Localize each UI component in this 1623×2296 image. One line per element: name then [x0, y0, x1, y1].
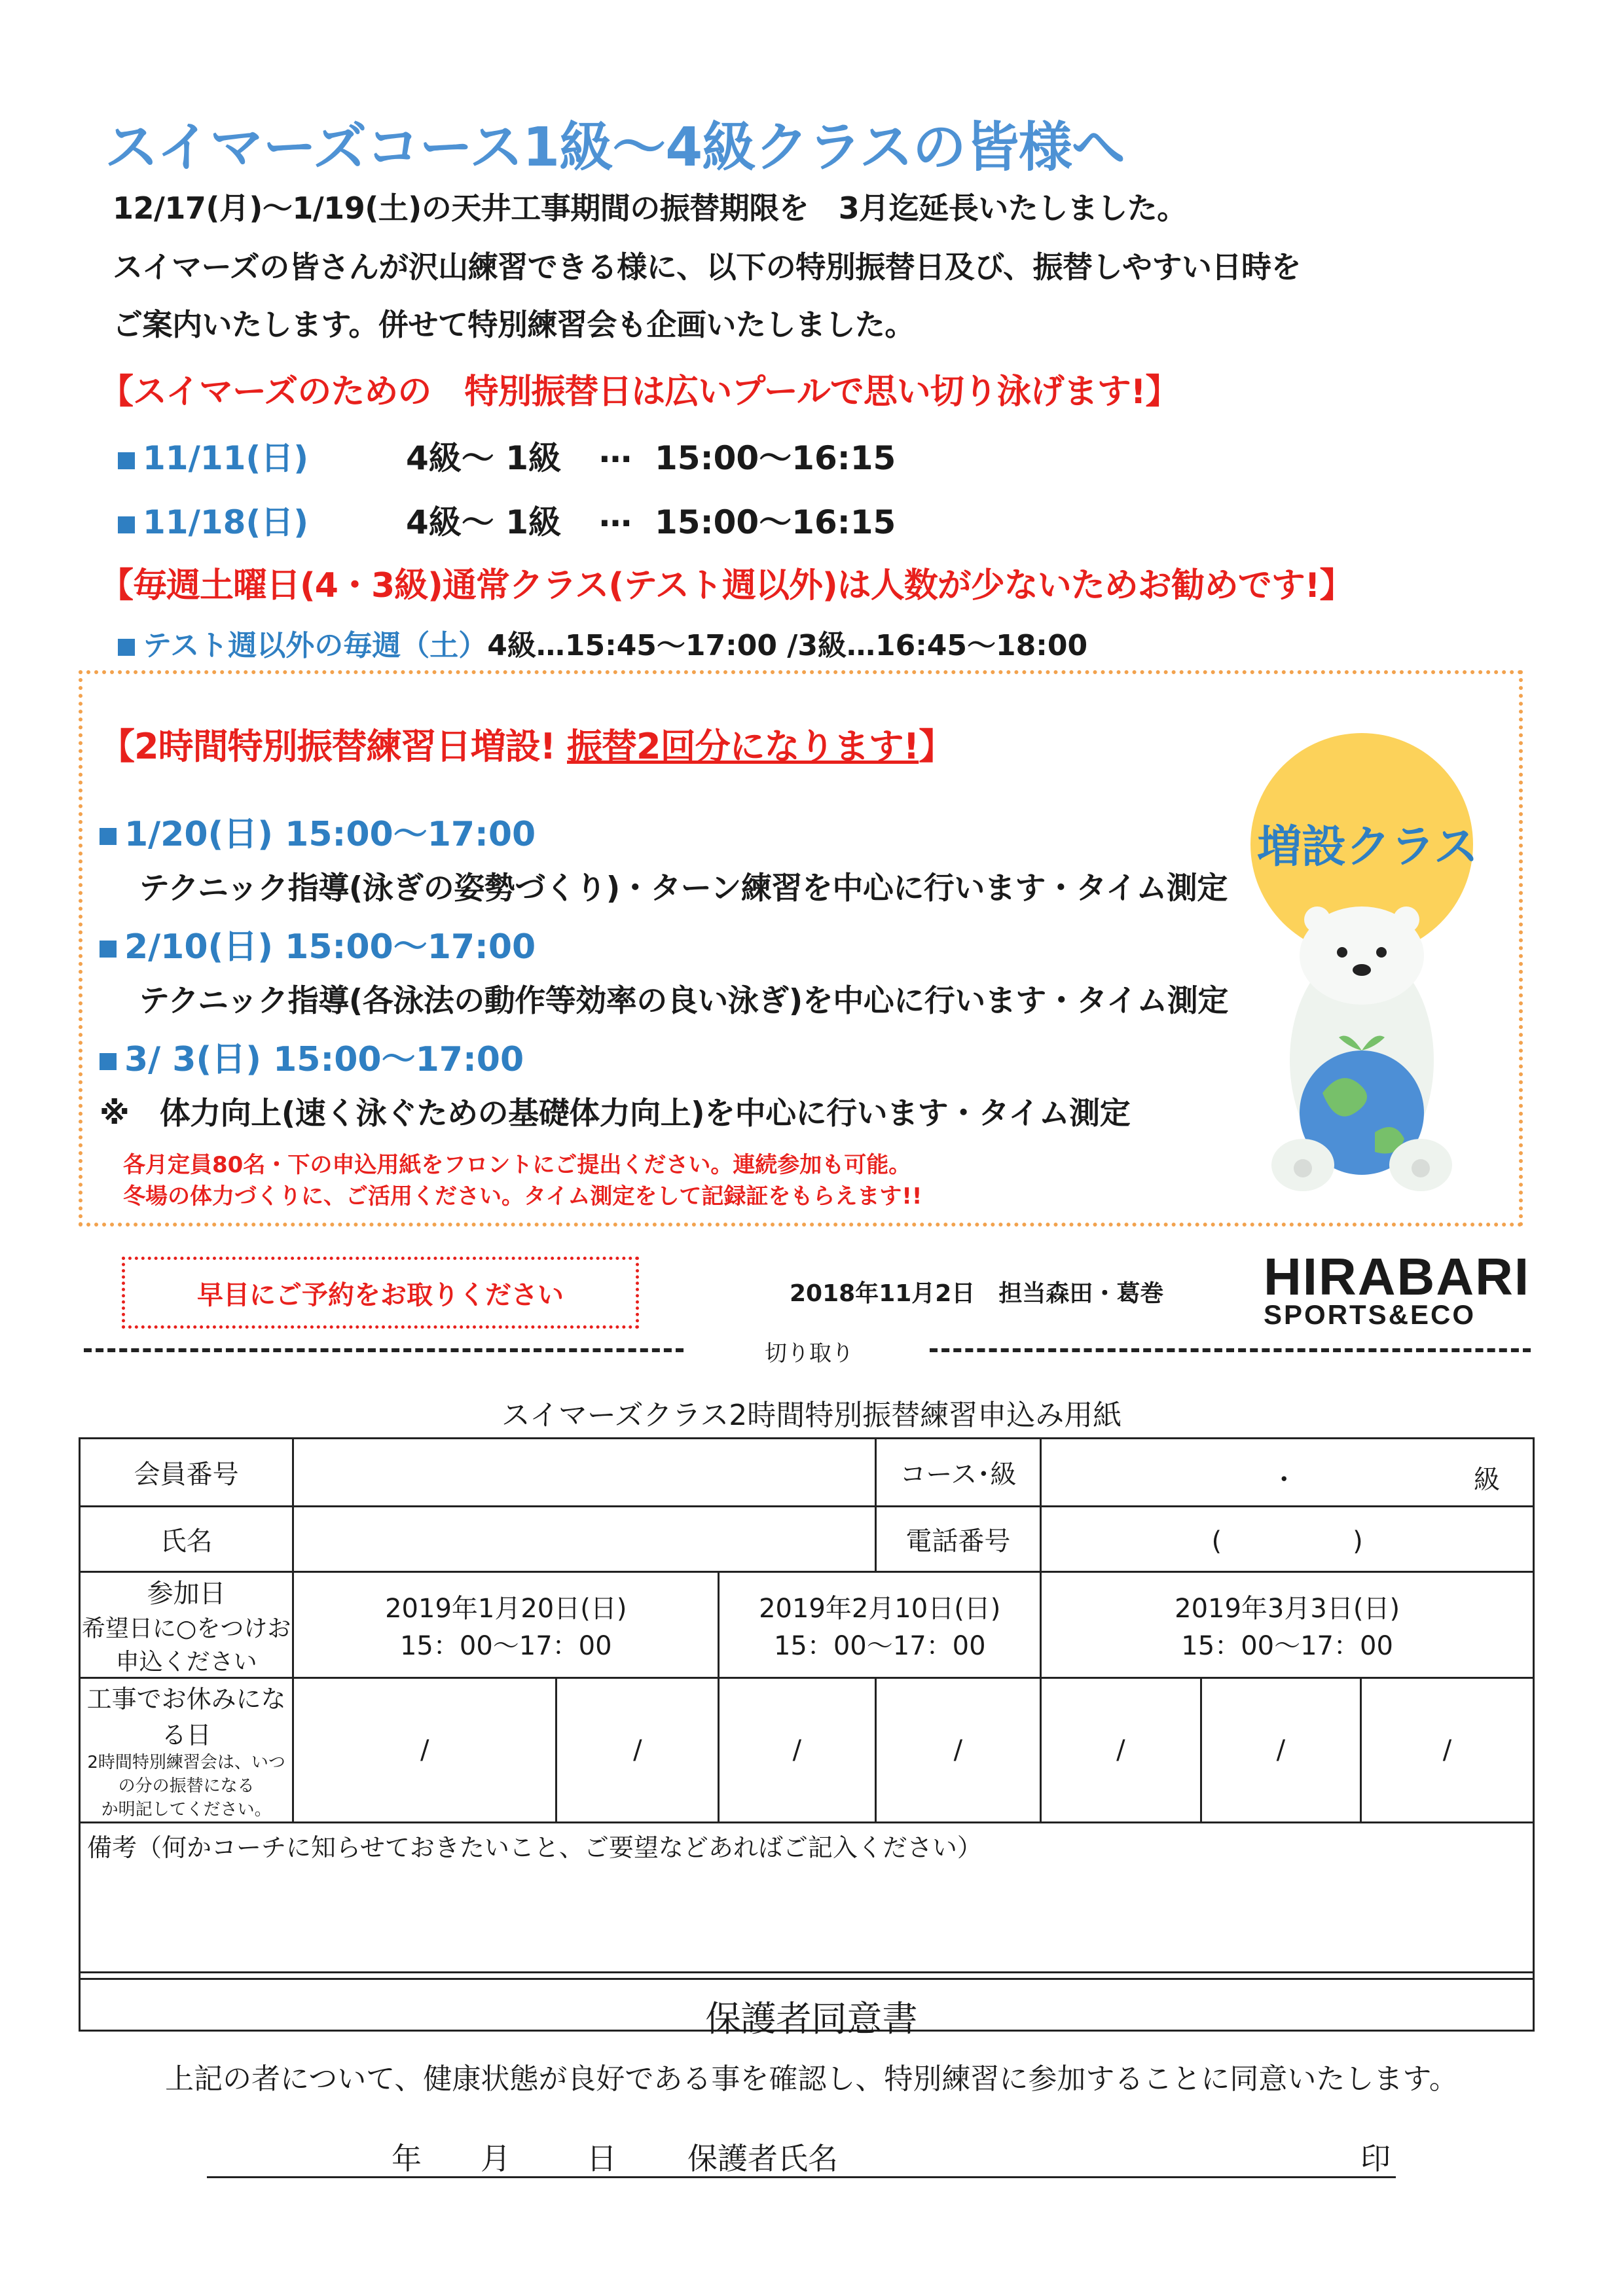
- bullet-square-icon: [118, 452, 135, 469]
- course-field[interactable]: [1041, 1439, 1534, 1507]
- session-date: 3/ 3(日) 15:00～17:00: [100, 1031, 524, 1081]
- seal-label: 印: [1360, 2141, 1391, 2176]
- logo-line-2: SPORTS&ECO: [1264, 1299, 1476, 1330]
- divider: [79, 1971, 1535, 1973]
- member-number-field[interactable]: [293, 1439, 875, 1507]
- course-label: コース･級: [875, 1439, 1041, 1507]
- extra-heading-c: 】: [919, 726, 954, 767]
- attend-date-2[interactable]: 2019年2月10日(日) 15：00～17：00: [719, 1572, 1041, 1678]
- absence-label-cell: [80, 1678, 293, 1823]
- extra-class-heading: [100, 719, 953, 769]
- absence-field[interactable]: /: [719, 1678, 875, 1823]
- attend-date-1[interactable]: 2019年1月20日(日) 15：00～17：00: [293, 1572, 719, 1678]
- special-day-dots: …: [599, 432, 632, 470]
- cut-line-left: [84, 1348, 684, 1352]
- intro-line-2: スイマーズの皆さんが沢山練習できる様に、以下の特別振替日及び、振替しやすい日時を: [113, 249, 1301, 285]
- special-day-date: 11/11(日): [143, 439, 309, 477]
- bullet-square-icon: [118, 639, 135, 656]
- attend-date-3[interactable]: 2019年3月3日(日) 15：00～17：00: [1041, 1572, 1534, 1678]
- badge-label: 増設クラス: [1257, 821, 1478, 873]
- course-separator: ・: [1271, 1465, 1298, 1495]
- sign-month: 月: [481, 2141, 511, 2176]
- bullet-square-icon: [118, 516, 135, 533]
- absence-field[interactable]: /: [1201, 1678, 1360, 1823]
- consent-body: 上記の者について、健康状態が良好である事を確認し、特別練習に参加することに同意いたします。: [165, 2062, 1458, 2096]
- absence-field[interactable]: /: [875, 1678, 1041, 1823]
- member-number-label: 会員番号: [80, 1439, 293, 1507]
- divider: [79, 1978, 1535, 1980]
- sign-year: 年: [392, 2141, 422, 2176]
- saturday-times: 4級…15:45～17:00 /3級…16:45～18:00: [487, 629, 1088, 662]
- sign-day: 日: [587, 2141, 617, 2176]
- application-form: [79, 1437, 1535, 2032]
- special-day-time: 15:00～16:15: [655, 439, 896, 477]
- form-title: スイマーズクラス2時間特別振替練習申込み用紙: [501, 1399, 1122, 1432]
- absence-field[interactable]: /: [1041, 1678, 1201, 1823]
- absence-field[interactable]: /: [1361, 1678, 1534, 1823]
- absence-field[interactable]: /: [293, 1678, 556, 1823]
- session-desc: テクニック指導(泳ぎの姿勢づくり)・ターン練習を中心に行います・タイム測定: [139, 870, 1228, 906]
- special-heading: 【スイマーズのための 特別振替日は広いプールで思い切り泳げます!】: [100, 372, 1179, 412]
- absence-sub: か明記してください。: [101, 1800, 272, 1820]
- intro-line-3: ご案内いたします。併せて特別練習会も企画いたしました。: [113, 307, 915, 342]
- absence-field[interactable]: /: [556, 1678, 719, 1823]
- logo-line-1: HIRABARI: [1264, 1247, 1531, 1306]
- name-label: 氏名: [80, 1507, 293, 1572]
- attend-sub: 希望日に○をつけお申込ください: [81, 1615, 291, 1676]
- intro-line-1: 12/17(月)～1/19(土)の天井工事期間の振替期限を 3月迄延長いたしました。: [113, 190, 1187, 226]
- absence-label: 工事でお休みになる日: [86, 1685, 286, 1749]
- saturday-heading: 【毎週土曜日(4・3級)通常クラス(テスト週以外)は人数が少ないためお勧めです!】: [100, 566, 1353, 605]
- box-note: 各月定員80名・下の申込用紙をフロントにご提出ください。連続参加も可能。: [123, 1152, 911, 1178]
- bullet-square-icon: [100, 1053, 117, 1070]
- course-unit: 級: [1474, 1465, 1500, 1495]
- attend-label: 参加日: [147, 1579, 226, 1609]
- reserve-notice: 早目にご予約をお取りください: [122, 1257, 639, 1329]
- saturday-line: [118, 622, 1087, 664]
- extra-heading-b: 振替2回分になります!: [567, 726, 919, 767]
- remarks-label: 備考（何かコーチに知らせておきたいこと、ご要望などあればご記入ください）: [87, 1833, 982, 1862]
- absence-sub: 2時間特別練習会は、いつの分の振替になる: [87, 1753, 285, 1796]
- special-day-row: [118, 496, 308, 543]
- extra-heading-a: 【2時間特別振替練習日増設!: [100, 726, 567, 767]
- signature-line[interactable]: [207, 2176, 1396, 2178]
- bullet-square-icon: [100, 828, 117, 845]
- session-desc: テクニック指導(各泳法の動作等効率の良い泳ぎ)を中心に行います・タイム測定: [139, 983, 1228, 1019]
- polar-bear-globe-icon: [1264, 897, 1460, 1198]
- special-day-level: 4級～ 1級: [406, 503, 561, 541]
- cut-label: 切り取り: [765, 1340, 854, 1367]
- consent-title: 保護者同意書: [705, 1998, 918, 2039]
- name-field[interactable]: [293, 1507, 875, 1572]
- session-date: 1/20(日) 15:00～17:00: [100, 806, 536, 855]
- phone-field[interactable]: ( ): [1041, 1507, 1534, 1572]
- box-note: 冬場の体力づくりに、ご活用ください。タイム測定をして記録証をもらえます!!: [123, 1183, 922, 1210]
- cut-line-right: [930, 1348, 1531, 1352]
- session-date: 2/10(日) 15:00～17:00: [100, 919, 536, 968]
- bullet-square-icon: [100, 941, 117, 958]
- special-day-dots: …: [599, 496, 632, 534]
- session-desc: ※ 体力向上(速く泳ぐための基礎体力向上)を中心に行います・タイム測定: [100, 1096, 1131, 1132]
- special-day-row: [118, 432, 308, 479]
- phone-label: 電話番号: [875, 1507, 1041, 1572]
- issued-info: 2018年11月2日 担当森田・葛巻: [790, 1280, 1164, 1307]
- special-day-time: 15:00～16:15: [655, 503, 896, 541]
- attend-label-cell: [80, 1572, 293, 1678]
- guardian-name-label: 保護者氏名: [687, 2141, 838, 2176]
- special-day-date: 11/18(日): [143, 503, 309, 541]
- special-day-level: 4級～ 1級: [406, 439, 561, 477]
- page-title: スイマーズコース1級～4級クラスの皆様へ: [105, 117, 1125, 179]
- saturday-label: テスト週以外の毎週（土）: [143, 629, 488, 662]
